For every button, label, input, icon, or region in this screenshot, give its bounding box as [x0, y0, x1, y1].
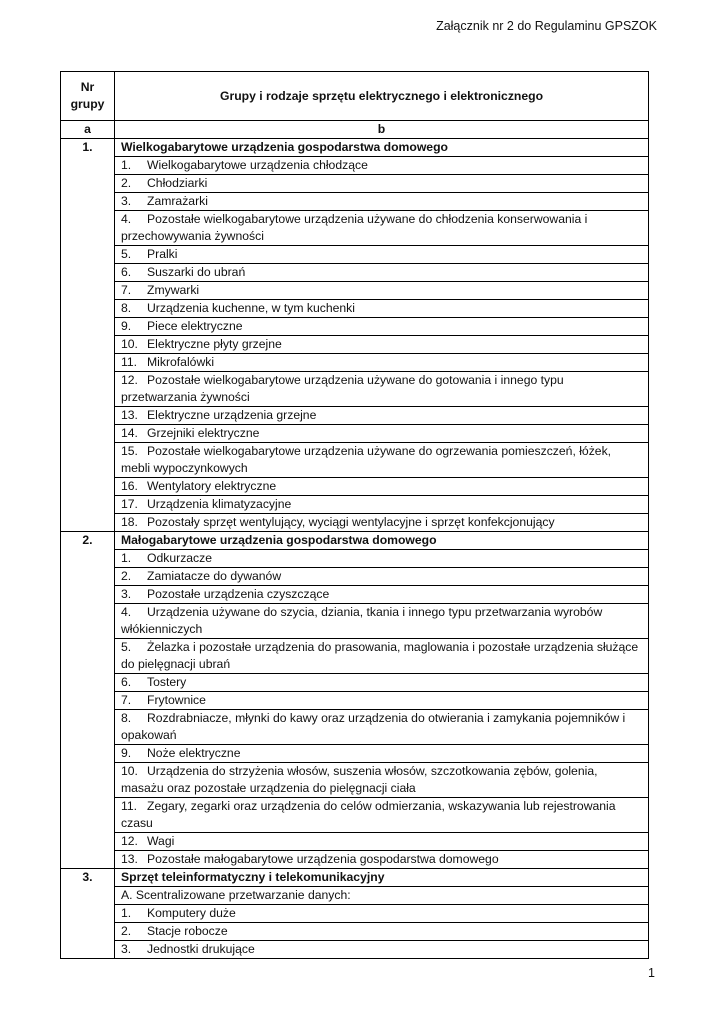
equipment-item: [115, 175, 649, 193]
table-row: [61, 568, 649, 586]
equipment-item: [115, 941, 649, 959]
item-number: 4.: [121, 605, 132, 619]
equipment-item: [115, 692, 649, 710]
table-row: [61, 443, 649, 478]
item-text: Żelazka i pozostałe urządzenia do prasowania, maglowania i pozostałe urządzenia służące do pielęgnacji ubrań: [121, 640, 639, 671]
item-number: 17.: [121, 497, 138, 511]
item-number: 8.: [121, 301, 132, 315]
item-text: Pozostały sprzęt wentylujący, wyciągi wentylacyjne i sprzęt konfekcjonujący: [147, 515, 555, 529]
equipment-item: [115, 318, 649, 336]
item-text: Tostery: [147, 675, 187, 689]
equipment-groups-table: [60, 71, 649, 959]
item-text: Wielkogabarytowe urządzenia chłodzące: [147, 158, 368, 172]
item-number: 9.: [121, 319, 132, 333]
item-text: Urządzenia kuchenne, w tym kuchenki: [147, 301, 355, 315]
item-text: Urządzenia do strzyżenia włosów, suszenia włosów, szczotkowania zębów, golenia, masażu oraz pozostałe urządzenia do pielęgnacji ciała: [121, 764, 598, 795]
equipment-item: [115, 496, 649, 514]
item-number: 13.: [121, 852, 138, 866]
item-number: 8.: [121, 711, 132, 725]
table-row: [61, 246, 649, 264]
equipment-item: [115, 336, 649, 354]
item-text: Stacje robocze: [147, 924, 228, 938]
group-number: 3.: [61, 869, 115, 959]
table-row: [61, 193, 649, 211]
item-text: Elektryczne urządzenia grzejne: [147, 408, 317, 422]
item-number: 6.: [121, 675, 132, 689]
group-row: [61, 139, 649, 157]
table-row: [61, 354, 649, 372]
table-row: [61, 425, 649, 443]
equipment-item: [115, 193, 649, 211]
item-text: Pozostałe wielkogabarytowe urządzenia używane do ogrzewania pomieszczeń, łóżek, mebli wypoczynkowych: [121, 444, 612, 475]
equipment-item: [115, 674, 649, 692]
item-text: Urządzenia klimatyzacyjne: [147, 497, 292, 511]
equipment-item: [115, 745, 649, 763]
equipment-item: [115, 514, 649, 532]
item-text: Frytownice: [147, 693, 206, 707]
equipment-item: [115, 710, 649, 745]
equipment-item: [115, 282, 649, 300]
table-row: [61, 833, 649, 851]
equipment-item: [115, 246, 649, 264]
item-text: Komputery duże: [147, 906, 236, 920]
equipment-item: [115, 586, 649, 604]
table-header-row: [61, 72, 649, 121]
table-row: [61, 941, 649, 959]
table-letter-row: [61, 121, 649, 139]
item-text: Elektryczne płyty grzejne: [147, 337, 282, 351]
table-row: [61, 550, 649, 568]
item-text: Chłodziarki: [147, 176, 208, 190]
item-number: 5.: [121, 247, 132, 261]
item-text: Grzejniki elektryczne: [147, 426, 260, 440]
item-number: 12.: [121, 834, 138, 848]
equipment-item: [115, 763, 649, 798]
table-row: [61, 692, 649, 710]
item-number: 9.: [121, 746, 132, 760]
item-text: Zamrażarki: [147, 194, 208, 208]
equipment-item: [115, 372, 649, 407]
table-row: [61, 604, 649, 639]
item-number: 2.: [121, 569, 132, 583]
page-number: 1: [648, 966, 655, 980]
item-number: 2.: [121, 176, 132, 190]
item-text: Pozostałe urządzenia czyszczące: [147, 587, 330, 601]
equipment-item: [115, 211, 649, 246]
item-number: 3.: [121, 194, 132, 208]
item-text: Zamiatacze do dywanów: [147, 569, 282, 583]
group-number: 1.: [61, 139, 115, 532]
equipment-item: [115, 923, 649, 941]
group-row: [61, 532, 649, 550]
table-row: [61, 157, 649, 175]
item-text: Piece elektryczne: [147, 319, 243, 333]
item-text: Pralki: [147, 247, 178, 261]
item-number: 6.: [121, 265, 132, 279]
equipment-item: [115, 550, 649, 568]
equipment-item: [115, 157, 649, 175]
item-text: A. Scentralizowane przetwarzanie danych:: [121, 888, 351, 902]
item-number: 11.: [121, 355, 138, 369]
table-row: [61, 211, 649, 246]
item-number: 10.: [121, 764, 138, 778]
table-row: [61, 300, 649, 318]
equipment-item: [115, 443, 649, 478]
equipment-item: [115, 905, 649, 923]
group-name: Małogabarytowe urządzenia gospodarstwa domowego: [115, 532, 649, 550]
item-number: 12.: [121, 373, 138, 387]
table-row: [61, 674, 649, 692]
table-row: [61, 586, 649, 604]
item-number: 7.: [121, 283, 132, 297]
equipment-item: [115, 478, 649, 496]
table-row: [61, 336, 649, 354]
group-row: [61, 869, 649, 887]
item-text: Suszarki do ubrań: [147, 265, 246, 279]
table-row: [61, 923, 649, 941]
col-letter-a: a: [61, 121, 115, 139]
table-row: [61, 887, 649, 905]
equipment-item: [115, 833, 649, 851]
item-number: 10.: [121, 337, 138, 351]
item-number: 4.: [121, 212, 132, 226]
table-row: [61, 282, 649, 300]
table-row: [61, 710, 649, 745]
item-text: Urządzenia używane do szycia, dziania, tkania i innego typu przetwarzania wyrobów włókienniczych: [121, 605, 603, 636]
table-row: [61, 478, 649, 496]
equipment-item: [115, 407, 649, 425]
table-row: [61, 175, 649, 193]
item-text: Pozostałe małogabarytowe urządzenia gospodarstwa domowego: [147, 852, 499, 866]
item-text: Rozdrabniacze, młynki do kawy oraz urządzenia do otwierania i zamykania pojemników i opakowań: [121, 711, 626, 742]
item-text: Odkurzacze: [147, 551, 213, 565]
table-row: [61, 763, 649, 798]
table-row: [61, 407, 649, 425]
item-text: Noże elektryczne: [147, 746, 241, 760]
equipment-item: [115, 425, 649, 443]
item-number: 5.: [121, 640, 132, 654]
table-row: [61, 639, 649, 674]
item-number: 1.: [121, 906, 132, 920]
group-name: Wielkogabarytowe urządzenia gospodarstwa domowego: [115, 139, 649, 157]
equipment-item: [115, 851, 649, 869]
table-row: [61, 798, 649, 833]
table-row: [61, 372, 649, 407]
table-row: [61, 905, 649, 923]
header-note: Załącznik nr 2 do Regulaminu GPSZOK: [436, 19, 657, 33]
equipment-item: [115, 568, 649, 586]
table-row: [61, 318, 649, 336]
item-text: Zegary, zegarki oraz urządzenia do celów odmierzania, wskazywania lub rejestrowania czasu: [121, 799, 616, 830]
item-text: Mikrofalówki: [147, 355, 215, 369]
col-header-group-number: Nr grupy: [61, 72, 115, 121]
table-row: [61, 264, 649, 282]
equipment-item: [115, 300, 649, 318]
item-text: Zmywarki: [147, 283, 200, 297]
item-number: 1.: [121, 551, 132, 565]
item-number: 1.: [121, 158, 132, 172]
table-row: [61, 745, 649, 763]
group-number: 2.: [61, 532, 115, 869]
item-text: Pozostałe wielkogabarytowe urządzenia używane do gotowania i innego typu przetwarzania żywności: [121, 373, 564, 404]
item-number: 13.: [121, 408, 138, 422]
item-number: 3.: [121, 587, 132, 601]
col-letter-b: b: [115, 121, 649, 139]
item-number: 2.: [121, 924, 132, 938]
equipment-item: [115, 264, 649, 282]
item-text: Wentylatory elektryczne: [147, 479, 277, 493]
item-text: Wagi: [147, 834, 175, 848]
equipment-item: [115, 798, 649, 833]
equipment-item: [115, 639, 649, 674]
item-number: 11.: [121, 799, 138, 813]
item-number: 16.: [121, 479, 138, 493]
item-number: 7.: [121, 693, 132, 707]
table-body: [61, 139, 649, 959]
item-text: Pozostałe wielkogabarytowe urządzenia używane do chłodzenia konserwowania i przechowywania żywności: [121, 212, 588, 243]
equipment-item: [115, 887, 649, 905]
item-number: 15.: [121, 444, 138, 458]
equipment-item: [115, 354, 649, 372]
group-name: Sprzęt teleinformatyczny i telekomunikacyjny: [115, 869, 649, 887]
equipment-item: [115, 604, 649, 639]
item-number: 3.: [121, 942, 132, 956]
table-row: [61, 496, 649, 514]
table-row: [61, 851, 649, 869]
item-text: Jednostki drukujące: [147, 942, 255, 956]
col-header-group-description: Grupy i rodzaje sprzętu elektrycznego i elektronicznego: [115, 72, 649, 121]
item-number: 14.: [121, 426, 138, 440]
table-row: [61, 514, 649, 532]
item-number: 18.: [121, 515, 138, 529]
